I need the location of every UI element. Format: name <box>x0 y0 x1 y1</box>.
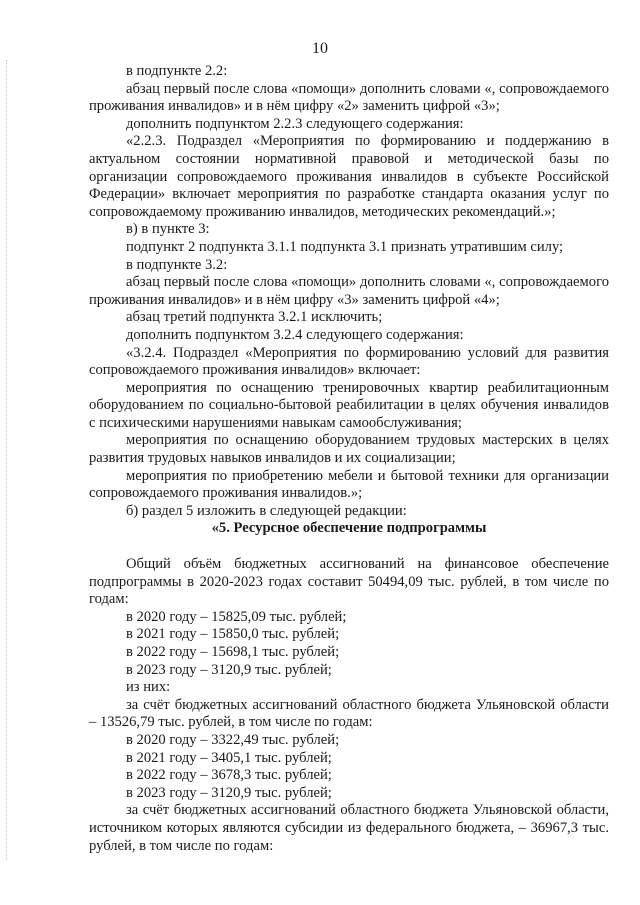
paragraph: в 2020 году – 3322,49 тыс. рублей; <box>126 731 340 748</box>
paragraph: мероприятия по оснащению тренировочных квартир реабилитационным оборудованием по социально-бытовой реабилитации в целях обучения инвалидов с психическими нарушениями навыкам самообслуживания; <box>89 379 609 431</box>
paragraph: в 2023 году – 3120,9 тыс. рублей; <box>126 661 332 678</box>
paragraph: за счёт бюджетных ассигнований областного бюджета Ульяновской области, источником которых являются субсидии из федерального бюджета, – 36967,3 тыс. рублей, в том числе по годам: <box>89 802 609 854</box>
paragraph: дополнить подпунктом 3.2.4 следующего содержания: <box>126 326 464 343</box>
paragraph: б) раздел 5 изложить в следующей редакции: <box>126 502 407 519</box>
paragraph: в 2021 году – 3405,1 тыс. рублей; <box>126 749 332 766</box>
page-number: 10 <box>312 40 328 57</box>
paragraph: в подпункте 2.2: <box>126 63 228 79</box>
spacer <box>89 538 609 556</box>
paragraph: в 2022 году – 3678,3 тыс. рублей; <box>126 767 332 784</box>
paragraph: мероприятия по приобретению мебели и бытовой техники для организации сопровождаемого проживания инвалидов.»; <box>89 467 609 502</box>
section-heading: «5. Ресурсное обеспечение подпрограммы <box>211 520 487 537</box>
paragraph: в подпункте 3.2: <box>126 256 228 273</box>
paragraph: из них: <box>126 679 171 696</box>
paragraph: «3.2.4. Подраздел «Мероприятия по формированию условий для развития сопровождаемого проживания инвалидов» включает: <box>89 344 609 379</box>
paragraph: в 2023 году – 3120,9 тыс. рублей; <box>126 784 332 801</box>
paragraph: дополнить подпунктом 2.2.3 следующего содержания: <box>126 115 464 132</box>
paragraph: Общий объём бюджетных ассигнований на финансовое обеспечение подпрограммы в 2020-2023 годах составит 50494,09 тыс. рублей, в том числе по годам: <box>89 556 609 608</box>
paragraph: абзац третий подпункта 3.2.1 исключить; <box>126 309 383 326</box>
paragraph: абзац первый после слова «помощи» дополнить словами «, сопровождаемого проживания инвалидов» и в нём цифру «3» заменить цифрой «4»; <box>89 274 609 308</box>
paragraph: в 2021 году – 15850,0 тыс. рублей; <box>126 626 340 643</box>
paragraph: в 2020 году – 15825,09 тыс. рублей; <box>126 608 347 625</box>
paragraph: мероприятия по оснащению оборудованием трудовых мастерских в целях развития трудовых навыков инвалидов и их социализации; <box>89 432 609 467</box>
page-edge-marks <box>6 60 8 860</box>
paragraph: в 2022 году – 15698,1 тыс. рублей; <box>126 644 340 660</box>
paragraph: абзац первый после слова «помощи» дополнить словами «, сопровождаемого проживания инвалидов» и в нём цифру «2» заменить цифрой «3»; <box>89 80 609 115</box>
paragraph: «2.2.3. Подраздел «Мероприятия по формированию и поддержанию в актуальном состоянии нормативной правовой и методической базы по организации сопровождаемого проживания инвалидов в субъекте Российской Федерации» включает мероприятия по разработке стандарта оказания услуг по сопровождаемому проживанию инвалидов, методических рекомендаций.»; <box>89 133 609 220</box>
paragraph: подпункт 2 подпункта 3.1.1 подпункта 3.1 признать утратившим силу; <box>126 238 564 255</box>
paragraph: за счёт бюджетных ассигнований областного бюджета Ульяновской области – 13526,79 тыс. рублей, в том числе по годам: <box>89 696 609 731</box>
paragraph: в) в пункте 3: <box>126 221 210 238</box>
document-body <box>89 63 609 855</box>
